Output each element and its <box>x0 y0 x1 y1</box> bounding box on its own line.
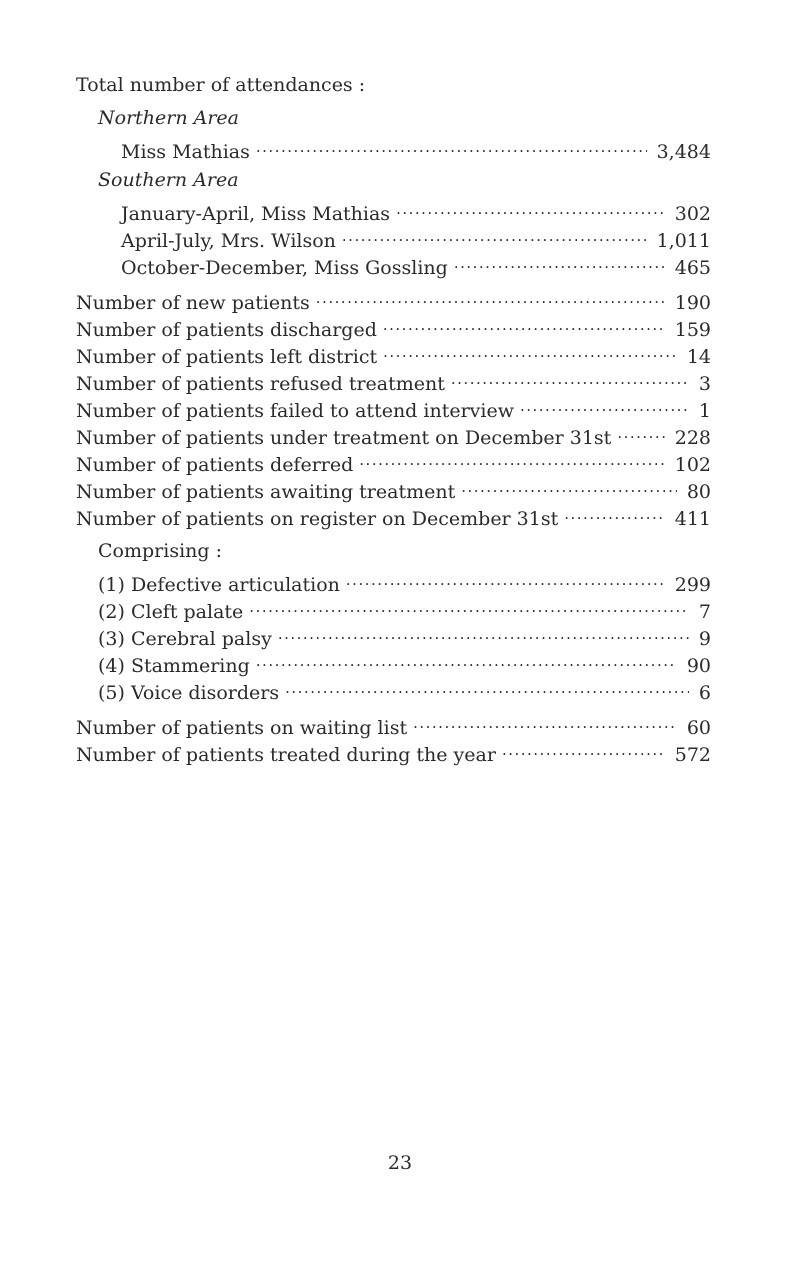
attendances-title: Total number of attendances : <box>76 74 366 96</box>
list-item <box>98 677 711 704</box>
list-item <box>76 476 711 503</box>
row-label: Number of patients refused treatment <box>76 373 445 395</box>
dot-leader <box>502 739 665 761</box>
list-item <box>121 225 711 252</box>
list-item <box>76 368 711 395</box>
dot-leader <box>520 395 689 417</box>
list-item <box>98 596 711 623</box>
row-value: 299 <box>674 574 711 596</box>
list-item <box>76 287 711 314</box>
list-item <box>76 712 711 739</box>
northern-area-heading: Northern Area <box>98 107 239 129</box>
page-number: 23 <box>387 1152 413 1174</box>
list-item <box>76 449 711 476</box>
list-item <box>76 341 711 368</box>
dot-leader <box>256 136 647 158</box>
row-value: 190 <box>674 292 711 314</box>
list-item <box>76 314 711 341</box>
southern-area-heading: Southern Area <box>98 169 239 191</box>
dot-leader <box>383 341 677 363</box>
list-item <box>98 623 711 650</box>
row-value: 7 <box>698 601 711 623</box>
row-value: 228 <box>674 427 711 449</box>
dot-leader <box>342 225 647 247</box>
row-label: April-July, Mrs. Wilson <box>121 230 336 252</box>
dot-leader <box>396 198 665 220</box>
row-label: Number of patients deferred <box>76 454 354 476</box>
list-item <box>121 252 711 279</box>
list-item <box>98 650 711 677</box>
row-value: 80 <box>686 481 711 503</box>
row-label: October-December, Miss Gossling <box>121 257 448 279</box>
row-label: Number of patients treated during the year <box>76 744 496 766</box>
row-label: Number of new patients <box>76 292 310 314</box>
dot-leader <box>454 252 665 274</box>
row-value: 6 <box>698 682 711 704</box>
dot-leader <box>413 712 677 734</box>
list-item <box>121 198 711 225</box>
dot-leader <box>617 422 664 444</box>
row-value: 1 <box>698 400 711 422</box>
dot-leader <box>383 314 665 336</box>
list-item <box>76 422 711 449</box>
row-label: Number of patients failed to attend interview <box>76 400 514 422</box>
row-label: (5) Voice disorders <box>98 682 280 704</box>
dot-leader <box>285 677 689 699</box>
row-value: 572 <box>674 744 711 766</box>
row-label: (3) Cerebral palsy <box>98 628 272 650</box>
row-label: Miss Mathias <box>121 141 250 163</box>
row-label: Number of patients awaiting treatment <box>76 481 456 503</box>
dot-leader <box>461 476 677 498</box>
row-value: 3,484 <box>656 141 711 163</box>
row-value: 411 <box>674 508 711 530</box>
list-item <box>121 136 711 163</box>
row-label: (2) Cleft palate <box>98 601 244 623</box>
row-value: 9 <box>698 628 711 650</box>
list-item <box>76 395 711 422</box>
row-value: 90 <box>686 655 711 677</box>
row-value: 3 <box>698 373 711 395</box>
row-label: (4) Stammering <box>98 655 250 677</box>
dot-leader <box>278 623 689 645</box>
row-label: Number of patients under treatment on December 31st <box>76 427 612 449</box>
row-value: 102 <box>674 454 711 476</box>
row-label: (1) Defective articulation <box>98 574 340 596</box>
row-value: 14 <box>686 346 711 368</box>
list-item <box>98 569 711 596</box>
row-value: 159 <box>674 319 711 341</box>
list-item <box>76 503 711 530</box>
row-label: Number of patients left district <box>76 346 378 368</box>
dot-leader <box>359 449 664 471</box>
row-label: Number of patients on waiting list <box>76 717 408 739</box>
list-item <box>76 739 711 766</box>
row-label: Number of patients on register on December 31st <box>76 508 559 530</box>
row-label: Number of patients discharged <box>76 319 377 341</box>
dot-leader <box>249 596 689 618</box>
row-value: 302 <box>674 203 711 225</box>
dot-leader <box>564 503 664 525</box>
dot-leader <box>346 569 665 591</box>
dot-leader <box>451 368 689 390</box>
comprising-heading: Comprising : <box>98 540 222 562</box>
row-value: 1,011 <box>656 230 711 252</box>
dot-leader <box>256 650 677 672</box>
row-value: 465 <box>674 257 711 279</box>
row-label: January-April, Miss Mathias <box>121 203 391 225</box>
dot-leader <box>316 287 665 309</box>
row-value: 60 <box>686 717 711 739</box>
